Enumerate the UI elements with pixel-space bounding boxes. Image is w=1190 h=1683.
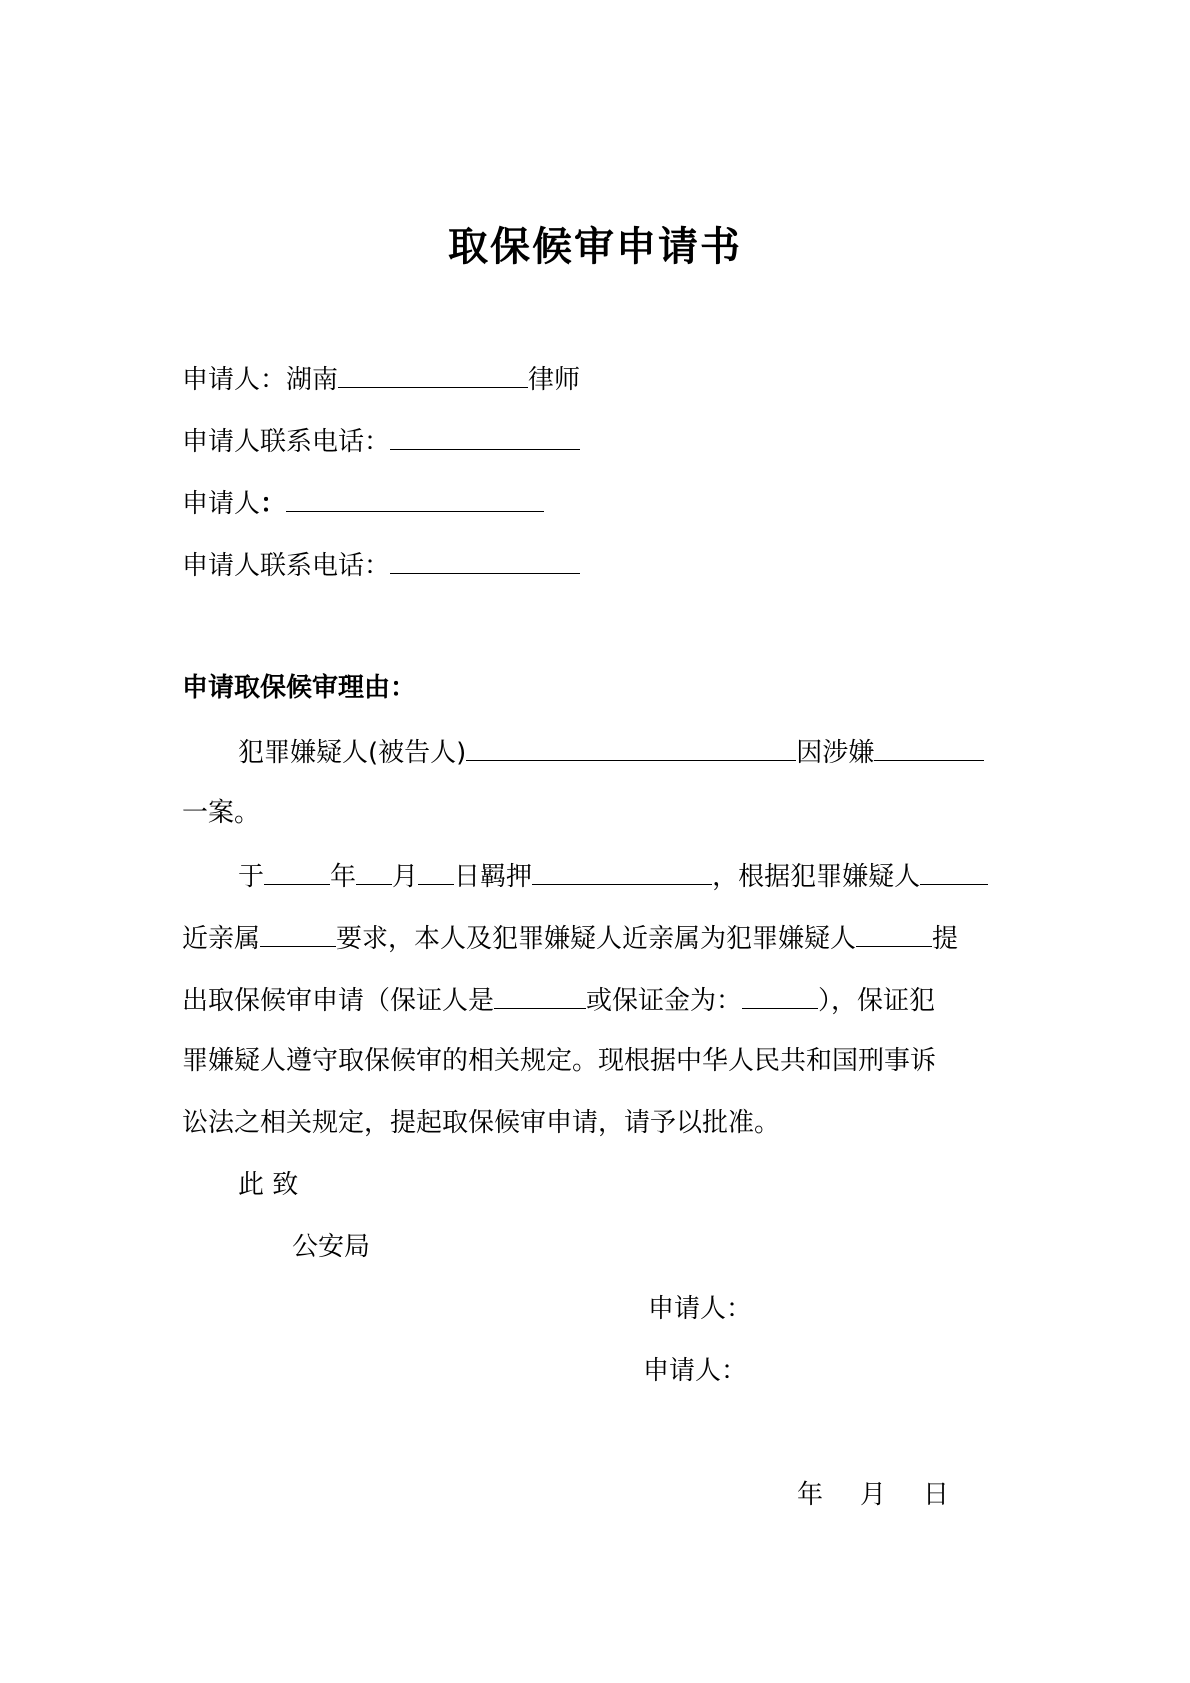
- applicant-lawyer-name-blank[interactable]: [338, 360, 528, 388]
- date-year: 年: [797, 1480, 824, 1510]
- applicant-name-blank[interactable]: [286, 484, 544, 512]
- suspected-of-label: 因涉嫌: [796, 738, 875, 768]
- applicant-lawyer-phone-label: 申请人联系电话：: [182, 427, 391, 457]
- applicant-lawyer-phone-blank[interactable]: [390, 422, 580, 450]
- date-day: 日: [923, 1480, 950, 1510]
- reason-paragraph-2-line-3: [182, 981, 935, 1019]
- detention-day-blank[interactable]: [418, 857, 454, 885]
- suspect-name-blank-2[interactable]: [920, 857, 988, 885]
- reason-paragraph-2-line-2: [182, 919, 958, 957]
- suspect-label: 犯罪嫌疑人(被告人): [238, 738, 467, 768]
- applicant-lawyer-phone-line: [182, 422, 580, 460]
- detention-place-blank[interactable]: [532, 857, 712, 885]
- raise-text: 提: [932, 924, 959, 954]
- relative-name-blank[interactable]: [260, 919, 336, 947]
- suspect-name-blank-3[interactable]: [856, 919, 932, 947]
- applicant-lawyer-line: [182, 360, 580, 398]
- month-label: 月: [392, 862, 419, 892]
- applicant-phone-label: 申请人联系电话：: [182, 551, 391, 581]
- signature-applicant-1: 申请人：: [648, 1294, 753, 1324]
- reason-paragraph-2-line-4: 罪嫌疑人遵守取保候审的相关规定。现根据中华人民共和国刑事诉: [182, 1046, 937, 1076]
- day-detained-label: 日羁押: [454, 862, 533, 892]
- document-title: 取保候审申请书: [448, 224, 742, 270]
- guarantor-blank[interactable]: [494, 981, 586, 1009]
- according-to-suspect-label: ，根据犯罪嫌疑人: [712, 862, 921, 892]
- guarantor-label: 出取保候审申请（保证人是: [182, 986, 495, 1016]
- reason-paragraph-2-line-1: [238, 857, 988, 895]
- bail-amount-label: 或保证金为：: [586, 986, 743, 1016]
- detention-prefix: 于: [238, 862, 265, 892]
- date-month: 月: [860, 1480, 887, 1510]
- applicant-lawyer-label: 申请人：湖南: [182, 365, 339, 395]
- reason-paragraph-2-line-5: 讼法之相关规定，提起取保候审申请，请予以批准。: [182, 1108, 781, 1138]
- detention-month-blank[interactable]: [356, 857, 392, 885]
- applicant-label: 申请人: [182, 489, 261, 519]
- signature-applicant-2: 申请人：: [643, 1356, 748, 1386]
- salutation: 此 致: [238, 1170, 299, 1200]
- applicant-line: [182, 484, 544, 522]
- applicant-colon: ：: [260, 489, 287, 519]
- reason-paragraph-1-line-1: [238, 733, 984, 771]
- suspect-name-blank[interactable]: [466, 733, 796, 761]
- detention-year-blank[interactable]: [264, 857, 330, 885]
- relative-label: 近亲属: [182, 924, 261, 954]
- reason-heading: 申请取保候审理由：: [182, 673, 417, 703]
- charge-blank[interactable]: [874, 733, 984, 761]
- bail-amount-blank[interactable]: [742, 981, 818, 1009]
- request-text: 要求，本人及犯罪嫌疑人近亲属为犯罪嫌疑人: [336, 924, 857, 954]
- applicant-phone-line: [182, 546, 580, 584]
- applicant-phone-blank[interactable]: [390, 546, 580, 574]
- reason-paragraph-1-line-2: 一案。: [182, 798, 261, 828]
- recipient: 公安局: [292, 1232, 371, 1262]
- guarantee-text: ），保证犯: [818, 986, 936, 1016]
- year-label: 年: [330, 862, 357, 892]
- applicant-lawyer-suffix: 律师: [528, 365, 581, 395]
